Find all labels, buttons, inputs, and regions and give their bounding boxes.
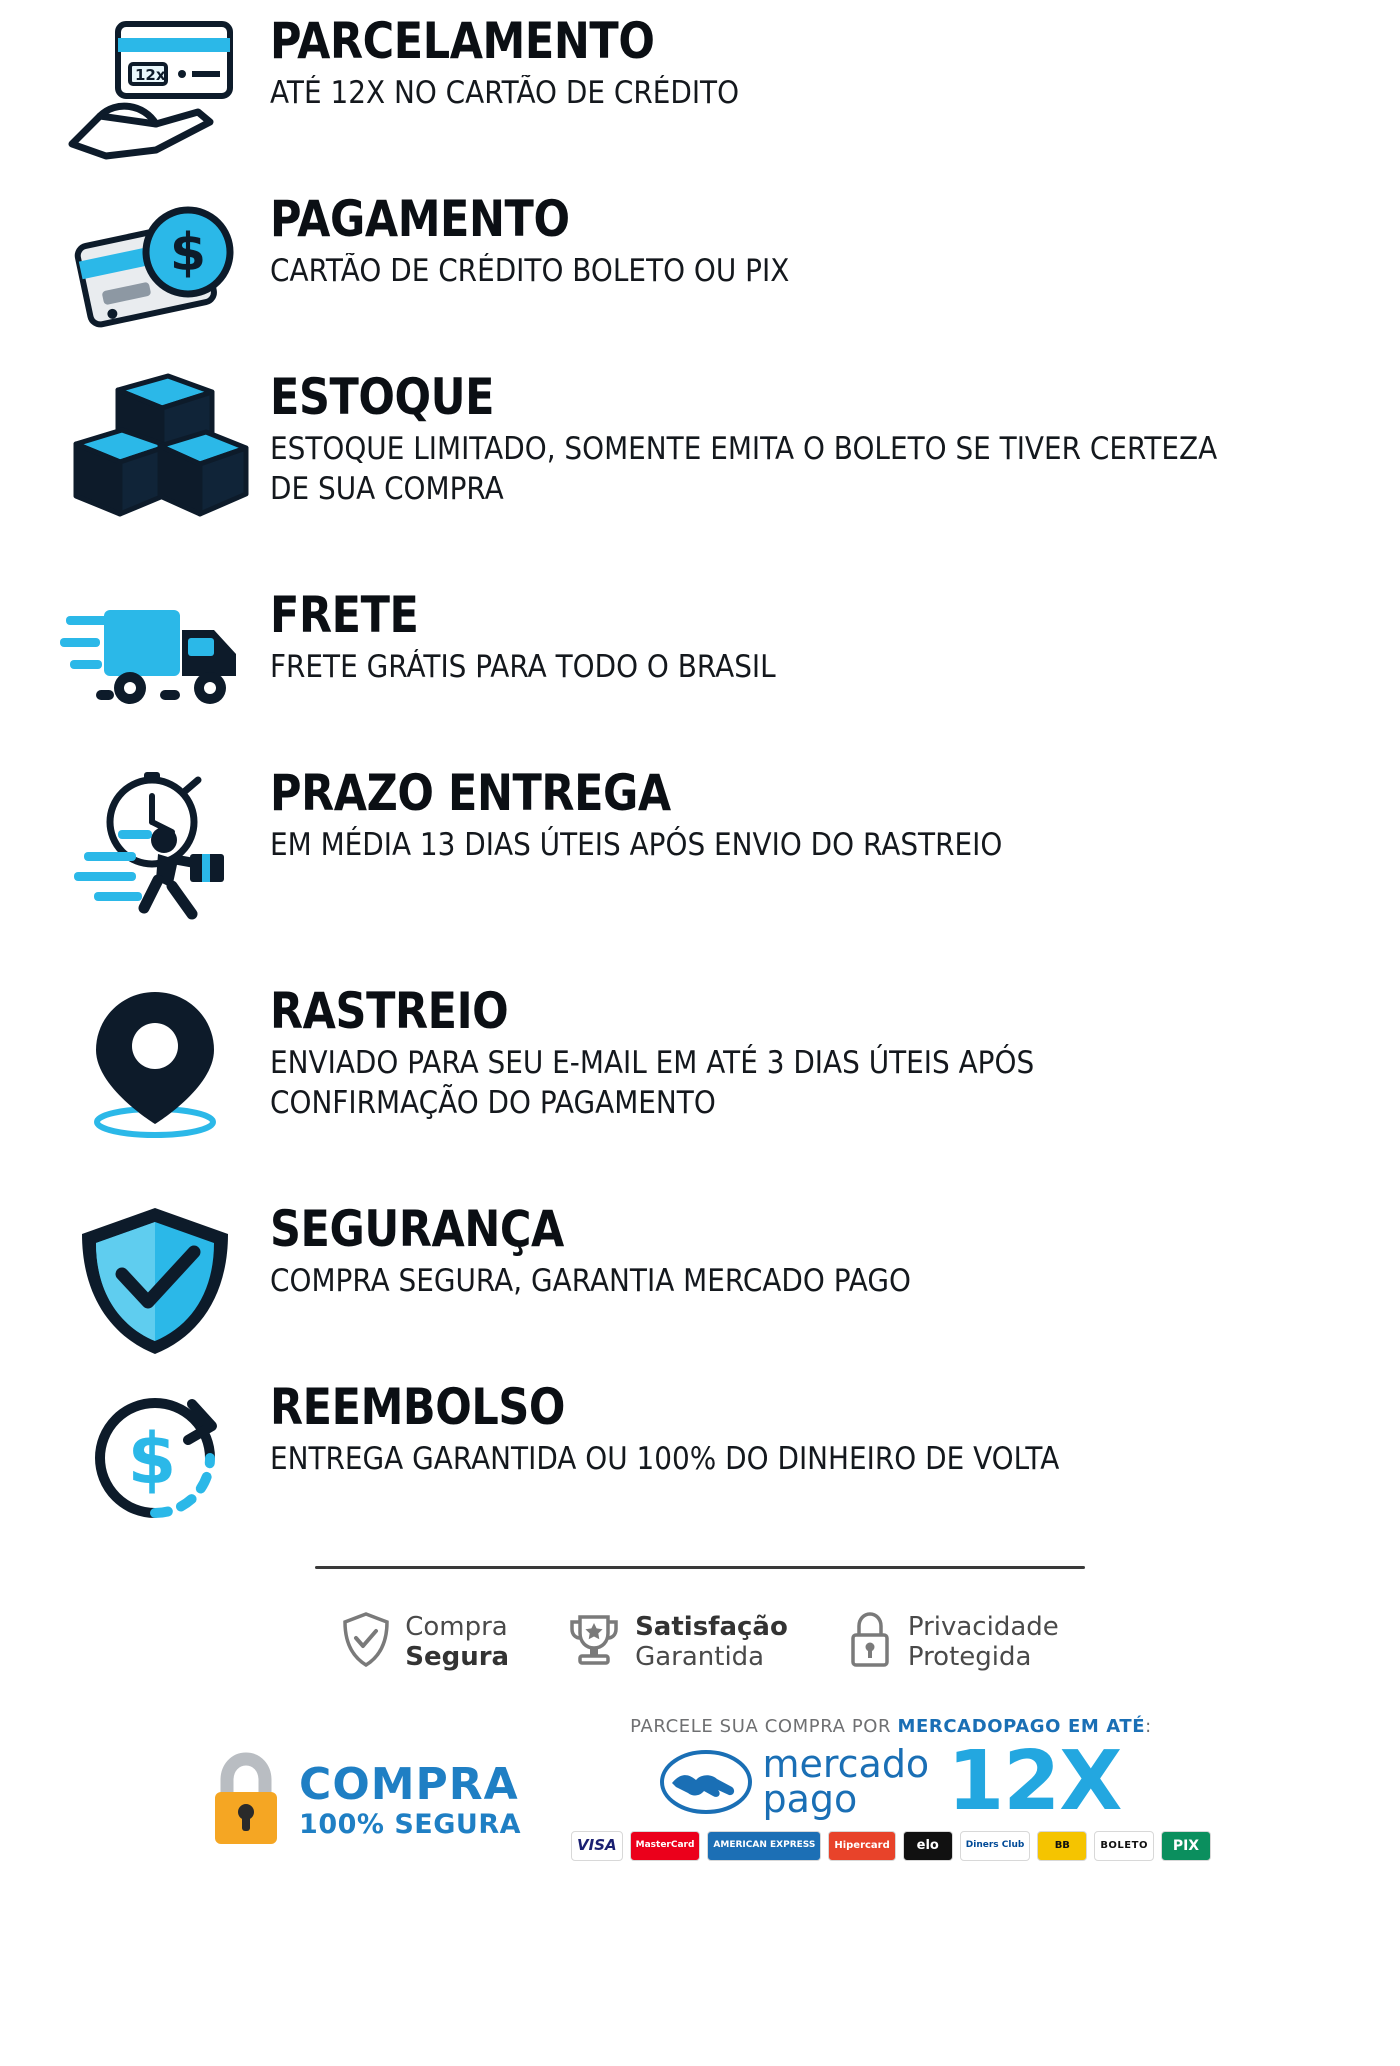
wordmark-line1: mercado — [762, 1741, 930, 1786]
shipping-truck-icon — [40, 584, 270, 730]
feature-description: ENTREGA GARANTIDA OU 100% DO DINHEIRO DE VOLTA — [270, 1441, 1060, 1477]
compra-segura-line2: 100% SEGURA — [299, 1809, 522, 1841]
feature-title: PRAZO ENTREGA — [270, 764, 671, 822]
compra-segura-line1: COMPRA — [299, 1759, 519, 1811]
feature-title: PARCELAMENTO — [270, 12, 655, 70]
pix-icon: PIX — [1161, 1831, 1211, 1861]
feature-description: ATÉ 12X NO CARTÃO DE CRÉDITO — [270, 75, 740, 111]
stock-boxes-icon — [40, 366, 270, 542]
trust-label-line2: Segura — [405, 1641, 510, 1672]
svg-text:$: $ — [169, 223, 207, 283]
headline-suffix: : — [1145, 1716, 1152, 1737]
trust-label-line1: Privacidade — [907, 1612, 1059, 1643]
shield-check-outline-icon — [341, 1611, 391, 1674]
trophy-icon — [567, 1611, 621, 1674]
feature-row-rastreio — [40, 980, 1360, 1190]
trust-badge-compra-segura — [341, 1611, 509, 1674]
feature-row-prazo-entrega — [40, 762, 1360, 972]
headline-brand: MERCADOPAGO EM ATÉ — [897, 1716, 1146, 1737]
installments-card-hand-icon — [40, 10, 270, 166]
feature-title: FRETE — [270, 586, 419, 644]
feature-title: PAGAMENTO — [270, 190, 570, 248]
feature-description: ENVIADO PARA SEU E-MAIL EM ATÉ 3 DIAS ÚTEIS APÓS CONFIRMAÇÃO DO PAGAMENTO — [270, 1045, 1035, 1121]
boleto-icon: BOLETO — [1094, 1831, 1154, 1861]
accepted-cards-row — [571, 1831, 1211, 1861]
feature-row-reembolso — [40, 1376, 1360, 1546]
hipercard-card-icon: Hipercard — [828, 1831, 895, 1861]
trust-badge-label — [635, 1613, 788, 1671]
mercadopago-logo-row — [571, 1734, 1211, 1829]
mercado-pago-wordmark — [762, 1741, 930, 1821]
trust-badge-label — [405, 1613, 509, 1671]
feature-row-parcelamento — [40, 10, 1360, 180]
mercadopago-block — [571, 1716, 1211, 1861]
trust-label-line2: Protegida — [907, 1641, 1032, 1672]
feature-row-frete — [40, 584, 1360, 754]
security-shield-check-icon — [40, 1198, 270, 1359]
feature-description: FRETE GRÁTIS PARA TODO O BRASIL — [270, 649, 776, 685]
mastercard-card-icon: MasterCard — [630, 1831, 701, 1861]
padlock-outline-icon — [846, 1611, 894, 1674]
feature-title: REEMBOLSO — [270, 1378, 566, 1436]
visa-card-icon: VISA — [571, 1831, 623, 1861]
diners-club-card-icon: Diners Club — [960, 1831, 1031, 1861]
trust-badge-label — [908, 1613, 1059, 1671]
trust-badge-satisfacao-garantida — [567, 1611, 788, 1674]
feature-description: CARTÃO DE CRÉDITO BOLETO OU PIX — [270, 253, 790, 289]
payment-strip — [0, 1716, 1400, 1861]
trust-badges — [0, 1611, 1400, 1674]
compra-100-segura-badge — [209, 1716, 521, 1853]
feature-row-estoque — [40, 366, 1360, 576]
trust-badge-privacidade-protegida — [846, 1611, 1059, 1674]
feature-title: RASTREIO — [270, 982, 509, 1040]
delivery-time-courier-icon — [40, 762, 270, 933]
payment-card-coin-icon — [40, 188, 270, 344]
compra-segura-text — [299, 1759, 522, 1841]
trust-label-line2: Garantida — [635, 1641, 765, 1672]
tracking-location-pin-icon — [40, 980, 270, 1146]
feature-title: ESTOQUE — [270, 368, 495, 426]
trust-label-line1: Satisfação — [635, 1612, 788, 1643]
orange-padlock-icon — [209, 1752, 283, 1853]
bank-transfer-icon: BB — [1037, 1831, 1087, 1861]
installments-12x-label: 12X — [947, 1734, 1122, 1829]
mercado-pago-handshake-icon — [660, 1741, 930, 1821]
section-divider — [315, 1566, 1085, 1569]
headline-prefix: PARCELE SUA COMPRA POR — [630, 1716, 898, 1737]
elo-card-icon: elo — [903, 1831, 953, 1861]
amex-card-icon: AMERICAN EXPRESS — [707, 1831, 821, 1861]
feature-description: COMPRA SEGURA, GARANTIA MERCADO PAGO — [270, 1263, 911, 1299]
trust-label-line1: Compra — [405, 1612, 508, 1643]
feature-title: SEGURANÇA — [270, 1200, 564, 1258]
svg-text:12x: 12x — [135, 66, 166, 84]
wordmark-line2: pago — [762, 1776, 858, 1821]
refund-money-back-icon — [40, 1376, 270, 1532]
feature-row-seguranca — [40, 1198, 1360, 1368]
feature-row-pagamento — [40, 188, 1360, 358]
feature-description: EM MÉDIA 13 DIAS ÚTEIS APÓS ENVIO DO RASTREIO — [270, 827, 1003, 863]
feature-description: ESTOQUE LIMITADO, SOMENTE EMITA O BOLETO SE TIVER CERTEZA DE SUA COMPRA — [270, 431, 1218, 507]
svg-text:$: $ — [127, 1418, 177, 1500]
